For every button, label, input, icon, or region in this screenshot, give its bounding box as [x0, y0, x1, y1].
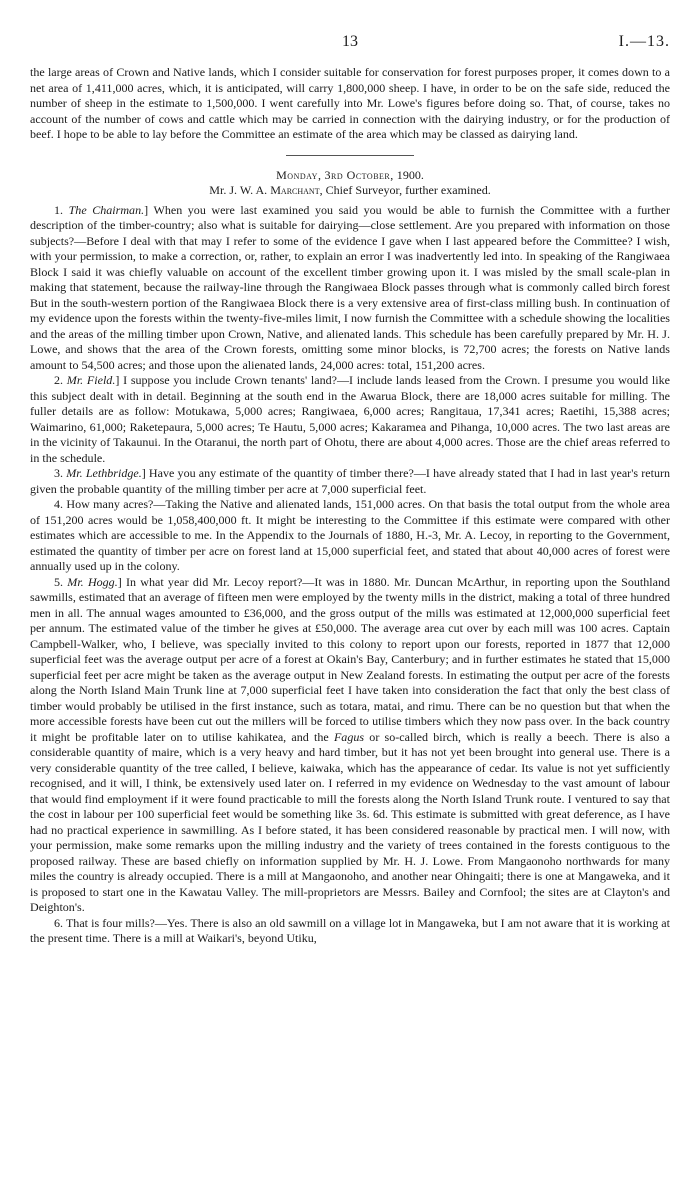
italic-term: Fagus — [333, 729, 365, 744]
date-year: 1900. — [393, 167, 424, 182]
question-number: 4. — [54, 497, 64, 511]
question-text: How many acres?—Taking the Native and alienated lands, 151,000 acres. On that basis the total output from the whole area of 151,200 acres would be 1,058,400,000 ft. It might be interesting to the Committee if this estimate were compared with other estimates which are accessible to me. In the Appendix to the Journals of 1880, H.-3, Mr. A. Lecoy, in reporting to the Government, estimated the quantity of timber per acre on forest land at 15,000 superficial feet, and stated that about 40,000 acres of forest were annually used up in the colony. — [30, 497, 670, 573]
question-number: 5. — [54, 574, 64, 589]
intro-paragraph: the large areas of Crown and Native lands, which I consider suitable for conservation for forest purposes proper, it comes down to a net area of 1,411,000 acres, which, it is anticipated, will carry 1,800,000 sheep. I have, in order to be on the safe side, reduced the number of sheep in the estimate to 1,500,000. I went carefully into Mr. Lowe's figures before doing so. That, of course, takes no account of the number of cows and cattle which may be carried in connection with the dairying industry, or for the production of beef. I hope to be able to lay before the Committee an estimate of the area which may be classed as dairying land. — [30, 65, 670, 141]
page-reference: I.—13. — [618, 33, 670, 50]
question-paragraph — [30, 916, 670, 947]
question-speaker: Mr. Field. — [66, 373, 116, 387]
question-speaker: Mr. Hogg. — [67, 574, 118, 589]
question-paragraph — [30, 466, 670, 497]
witness-line — [30, 183, 670, 199]
question-number: 1. — [54, 202, 64, 217]
page-header — [0, 34, 700, 54]
section-divider — [286, 155, 414, 156]
question-number: 2. — [54, 373, 64, 387]
question-text: That is four mills?—Yes. There is also an old sawmill on a village lot in Mangaweka, but I am not aware that it is working at the present time. There is a mill at Waikari's, beyond Utiku, — [30, 915, 670, 945]
date-month: 3rd October, — [324, 167, 394, 182]
document-body — [30, 65, 670, 947]
question-speaker: The Chairman. — [68, 202, 145, 217]
witness-suffix: Chief Surveyor, further examined. — [322, 183, 491, 197]
session-date — [30, 168, 670, 184]
question-text-continued: or so-called birch, which is really a beech. There is also a considerable quantity of maire, which is a very heavy and hard timber, but it has not yet been brought into general use. There is a very considerable quantity of the tree called, I believe, kaiwaka, which has the appearance of cedar. Its value is not yet sufficiently recognised, and it will, I think, be extensively used later on. I referred in my evidence on Wednesday to the vast amount of labour that would find employment if it were found practicable to mill the forests along the North Island Trunk route. I ventured to say that the cost in labour per 100 superficial feet would be something like 3s. 6d. This estimate is submitted with great deference, as I have had no practical experience in sawmilling. As I before stated, it has been considered reasonable by practical men. I will now, with your permission, make some remarks upon the milling industry and the variety of trees contained in the forests contiguous to the proposed railway. These are based chiefly on information supplied by Mr. H. J. Lowe. From Mangaonoho northwards for many miles the country is already occupied. There is a mill at Mangaonoho, and another near Ohingaiti; there is one at Mangaweka, and it is proposed to start one in the Kawatau Valley. The mill-proprietors are Messrs. Bailey and Cornfool; the sites are at Clayton's and Deighton's. — [30, 729, 670, 914]
witness-name: Marchant, — [270, 183, 323, 197]
page-number: 13 — [342, 33, 358, 50]
question-paragraph — [30, 203, 670, 374]
witness-prefix: Mr. J. W. A. — [209, 183, 271, 197]
question-text: ] When you were last examined you said you would be able to furnish the Committee with a further description of the timber-country; also what is suitable for dairying—close settlement. Are you prepared with information on those subjects?—Before I deal with that may I refer to some of the evidence I gave when I last appeared before the Committee? I wish, with your permission, to make a correction, or, rather, to explain an error I was inadvertently led into. In speaking of the Rangiwaea Block I said it was chiefly valuable on account of the excellent timber growing upon it. I was misled by the small scale-plan in making that statement, because the railway-line through the Rangiwaea Block passes through what is commonly called birch forest But in the south-western portion of the Rangiwaea Block there is a very extensive area of first-class milling bush. In continuation of my evidence upon the forests within the twenty-five-miles limit, I now furnish the Committee with a schedule showing the localities and the areas of the milling timber upon Crown, Native, and alienated lands. This schedule has been carefully prepared by Mr. H. J. Lowe, and shows that the area of the Crown forests, omitting some minor blocks, is 72,700 acres; the forests on Native lands amount to 54,500 acres; and those upon the alienated lands, 24,000 acres: total, 151,200 acres. — [30, 202, 670, 372]
question-text: ] In what year did Mr. Lecoy report?—It was in 1880. Mr. Duncan McArthur, in reporting upon the Southland sawmills, estimated that an average of fifteen men were employed by the twenty mills in the district, making a total of three hundred men in all. The annual wages amounted to £36,000, and the gross output of the mills was estimated at 12,000,000 superficial feet per annum. The estimated value of the timber he gives at £50,000. The average area cut over by each mill was 100 acres. Captain Campbell-Walker, who, I believe, was specially invited to this colony to report upon our forests, reported in 1877 that 12,000 superficial feet was the average output per acre of a forest at Okain's Bay, Canterbury; and in further estimates he stated that 15,000 superficial feet per acre might be taken as the average output in New Zealand forests. In estimating the output per acre of the forests along the North Island Main Trunk line at 7,000 superficial feet I have taken into consideration the fact that only the best class of timber would probably be utilised in the first instance, such as totara, matai, and rimu. There can be no question but that when the more accessible forests have been cut out the millers will be forced to utilise timbers which they now pass over. In the back country it might be profitable later on to utilise kahikatea, and the — [30, 574, 671, 744]
date-day: Monday, — [276, 167, 322, 182]
question-paragraph — [30, 575, 670, 916]
question-paragraph — [30, 373, 670, 466]
question-text: ] Have you any estimate of the quantity of timber there?—I have already stated that I had in last year's return given the probable quantity of the milling timber per acre at 7,000 superficial feet. — [30, 466, 671, 496]
question-text: ] I suppose you include Crown tenants' land?—I include lands leased from the Crown. I presume you would like this subject dealt with in detail. Beginning at the south end in the Awarua Block, there are 18,000 acres suitable for milling. The fuller details are as follow: Motukawa, 5,000 acres; Rangiwaea, 6,000 acres; Rangitaua, 17,341 acres; Raetihi, 15,388 acres; Waimarino, 61,000; Raketepaura, 5,000 acres; Te Hautu, 5,000 acres; Kakaramea and Pihanga, 10,000 acres. The two last areas are in the vicinity of Takaunui. In the Otaranui, the north part of Ohotu, there are about 4,000 acres. Those are the chief areas referred to in the schedule. — [30, 373, 670, 465]
question-speaker: Mr. Lethbridge. — [66, 466, 142, 480]
question-number: 3. — [54, 466, 64, 480]
question-number: 6. — [54, 915, 64, 930]
question-paragraph — [30, 497, 670, 575]
